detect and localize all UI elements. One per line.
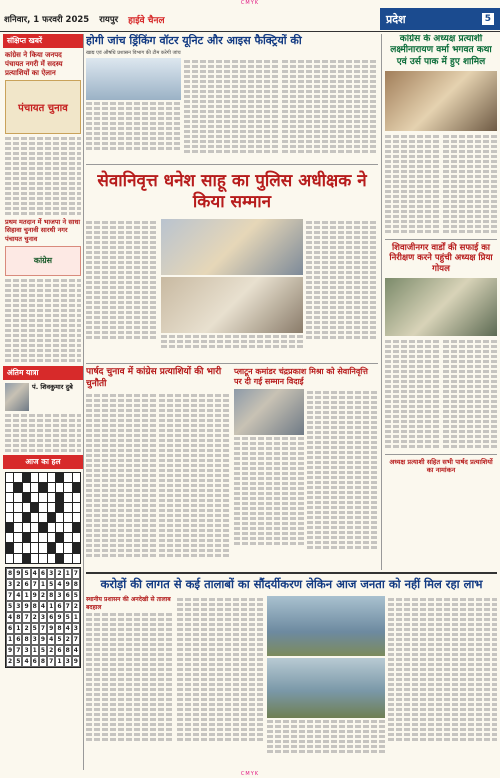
- sudoku-cell: 4: [47, 634, 55, 645]
- sudoku-cell: 1: [22, 590, 30, 601]
- crossword-cell: [64, 473, 71, 482]
- panchayat-logo: [5, 80, 81, 134]
- crossword-cell: [14, 554, 21, 563]
- right-story1-col-2: [443, 133, 498, 235]
- pond-photo-1: [267, 596, 384, 656]
- sudoku-cell: 9: [72, 656, 80, 667]
- crossword-cell: [14, 533, 21, 542]
- masthead-rule: [0, 31, 500, 32]
- crossword-cell: [23, 483, 30, 492]
- crossword-cell: [6, 554, 13, 563]
- obituary-photo: [5, 383, 29, 411]
- water-bottles-photo: [86, 58, 181, 100]
- crossword-cell: [56, 533, 63, 542]
- crossword-cell: [31, 493, 38, 502]
- crossword-cell: [39, 483, 46, 492]
- lead-story: [86, 58, 378, 160]
- crossword-cell: [14, 503, 21, 512]
- right-story1-headline: कांग्रेस के अध्यक्ष प्रत्याशी लक्ष्मीनारायण वर्मा भगवत कथा एवं उर्स पाक में हुए शामिल: [390, 34, 492, 67]
- lead-left: [86, 58, 181, 160]
- sudoku-cell: 7: [39, 623, 47, 634]
- sudoku-cell: 9: [22, 601, 30, 612]
- sudoku-cell: 1: [39, 579, 47, 590]
- lead-headline: होगी जांच ड्रिंकिंग वॉटर यूनिट और आइस फैक्ट्रियों की: [86, 34, 302, 47]
- bottom-subheadline: स्थानीय प्रशासन की अनदेखी से तालाब बदहाल: [86, 596, 171, 611]
- masthead-left: [4, 8, 304, 30]
- sudoku-cell: 7: [64, 601, 72, 612]
- sudoku-cell: 5: [47, 579, 55, 590]
- issue-city: रायपुर: [99, 14, 119, 25]
- sudoku-cell: 8: [47, 590, 55, 601]
- sudoku-cell: 3: [14, 601, 22, 612]
- right-story1-col-1: [385, 133, 440, 235]
- story3-photo: [234, 389, 304, 435]
- crossword-cell: [64, 483, 71, 492]
- pond-photo-2: [267, 658, 384, 718]
- crossword-cell: [6, 503, 13, 512]
- crossword-cell: [48, 473, 55, 482]
- story3-col-2: [307, 389, 377, 551]
- sudoku-cell: 4: [14, 590, 22, 601]
- sudoku-cell: 2: [64, 634, 72, 645]
- crossword-cell: [73, 513, 80, 522]
- crossword-cell: [39, 473, 46, 482]
- masthead: [0, 8, 500, 30]
- sudoku-cell: 5: [55, 634, 63, 645]
- sudoku-cell: 4: [72, 645, 80, 656]
- right-story2-photo: [385, 278, 497, 336]
- crossword-cell: [48, 554, 55, 563]
- crossword-cell: [73, 554, 80, 563]
- sudoku-cell: 2: [14, 579, 22, 590]
- issue-date: शनिवार, 1 फरवरी 2025: [4, 14, 90, 25]
- sudoku-cell: 2: [6, 656, 14, 667]
- crossword-cell: [23, 533, 30, 542]
- crossword-cell: [39, 493, 46, 502]
- crossword-cell: [31, 543, 38, 552]
- cmyk-mark-top: CMYK: [240, 0, 260, 6]
- crossword-cell: [39, 533, 46, 542]
- brief2-headline: प्रथम मतदान में भाजपा ने साधा सिहावा चुनावी सारथी नगर पंचायत चुनाव: [5, 218, 81, 243]
- panchayat-logo-text: पंचायत चुनाव: [18, 103, 68, 115]
- banner-caption: [161, 335, 303, 348]
- sudoku-cell: 7: [72, 634, 80, 645]
- crossword-cell: [64, 523, 71, 532]
- story3-col-1: [234, 437, 304, 545]
- banner-body: [86, 219, 378, 359]
- sudoku-cell: 2: [31, 612, 39, 623]
- sudoku-cell: 5: [31, 623, 39, 634]
- banner-story: [86, 164, 378, 216]
- crossword-cell: [14, 523, 21, 532]
- sudoku-cell: 8: [31, 601, 39, 612]
- sudoku-cell: 6: [64, 590, 72, 601]
- crossword-cell: [14, 473, 21, 482]
- lead-body-3: [282, 58, 377, 160]
- sudoku-cell: 5: [14, 656, 22, 667]
- sudoku-cell: 6: [31, 656, 39, 667]
- sudoku-cell: 1: [31, 645, 39, 656]
- sudoku-cell: 2: [47, 645, 55, 656]
- crossword-cell: [48, 523, 55, 532]
- crossword-cell: [56, 473, 63, 482]
- bottom-col-3: [267, 720, 384, 753]
- crossword-cell: [39, 543, 46, 552]
- sudoku-cell: 7: [22, 612, 30, 623]
- crossword-cell: [64, 503, 71, 512]
- section-name: प्रदेश: [386, 12, 406, 26]
- sudoku-cell: 2: [72, 601, 80, 612]
- crossword-cell: [73, 523, 80, 532]
- crossword-cell: [39, 523, 46, 532]
- sudoku-cell: 4: [31, 568, 39, 579]
- brand-name: हाईवे चैनल: [128, 15, 165, 26]
- sudoku-cell: 1: [6, 634, 14, 645]
- sudoku-cell: 6: [14, 634, 22, 645]
- sudoku-cell: 9: [14, 568, 22, 579]
- crossword-cell: [48, 513, 55, 522]
- bottom-col-1: [86, 613, 174, 741]
- sudoku-cell: 4: [6, 612, 14, 623]
- bottom-story: [86, 572, 497, 772]
- bottom-col-4: [388, 596, 497, 755]
- crossword-cell: [56, 503, 63, 512]
- sudoku-cell: 7: [47, 656, 55, 667]
- sudoku-cell: 4: [22, 656, 30, 667]
- sudoku-cell: 1: [14, 623, 22, 634]
- crossword-cell: [56, 513, 63, 522]
- sudoku-cell: 8: [6, 568, 14, 579]
- congress-logo: [5, 246, 81, 276]
- sudoku-cell: 7: [6, 590, 14, 601]
- crossword-cell: [31, 513, 38, 522]
- story2-col-2: [159, 392, 229, 559]
- sudoku-cell: 1: [55, 656, 63, 667]
- sudoku-cell: 6: [55, 601, 63, 612]
- crossword-cell: [48, 483, 55, 492]
- sudoku-grid: [5, 567, 81, 668]
- crossword-cell: [73, 483, 80, 492]
- brief2-body: [5, 279, 81, 362]
- crossword-cell: [64, 493, 71, 502]
- crossword-cell: [6, 523, 13, 532]
- crossword-cell: [73, 503, 80, 512]
- right-story2-col-2: [443, 338, 498, 450]
- crossword-cell: [23, 523, 30, 532]
- sudoku-cell: 8: [39, 656, 47, 667]
- sudoku-cell: 6: [6, 623, 14, 634]
- crossword-grid: [5, 472, 81, 564]
- lead-subheadline: खाद्य एवं औषधि प्रशासन विभाग की टीम करेगी जांच: [86, 49, 181, 56]
- sudoku-cell: 4: [55, 579, 63, 590]
- right-column: [381, 34, 497, 570]
- sudoku-cell: 3: [6, 579, 14, 590]
- crossword-cell: [64, 513, 71, 522]
- lead-body-1: [86, 102, 181, 150]
- crossword-cell: [39, 503, 46, 512]
- crossword-cell: [6, 533, 13, 542]
- crossword-cell: [73, 493, 80, 502]
- crossword-cell: [48, 533, 55, 542]
- bottom-headline: करोड़ों की लागत से कई तालाबों का सौंदर्यीकरण लेकिन आज जनता को नहीं मिल रहा लाभ: [100, 577, 483, 591]
- banner-col-1: [86, 219, 158, 359]
- crossword-cell: [23, 554, 30, 563]
- sudoku-cell: 5: [39, 645, 47, 656]
- sudoku-cell: 7: [31, 579, 39, 590]
- crossword-cell: [64, 543, 71, 552]
- right-story2-headline: शिवाजीनगर वार्डों की सफाई का निरीक्षण करने पहुंची अध्यक्ष प्रिया गोयल: [385, 239, 497, 275]
- crossword-cell: [56, 543, 63, 552]
- sudoku-cell: 6: [47, 612, 55, 623]
- sudoku-cell: 1: [64, 568, 72, 579]
- crossword-cell: [73, 473, 80, 482]
- crossword-cell: [39, 513, 46, 522]
- story2-headline: पार्षद चुनाव में कांग्रेस प्रत्याशियों की भारी चुनौती: [86, 367, 222, 389]
- sudoku-cell: 3: [72, 623, 80, 634]
- story3-headline: प्लाटून कमांडर चंद्रप्रकाश मिश्रा को सेवानिवृत्ति पर दी गई सम्मान विदाई: [234, 367, 368, 387]
- sudoku-cell: 1: [47, 601, 55, 612]
- banner-headline: सेवानिवृत्त धनेश साहू का पुलिस अधीक्षक ने किया सम्मान: [97, 170, 367, 212]
- crossword-cell: [31, 523, 38, 532]
- crossword-cell: [56, 554, 63, 563]
- sudoku-cell: 8: [14, 612, 22, 623]
- sudoku-cell: 6: [22, 579, 30, 590]
- crossword-cell: [48, 543, 55, 552]
- obituary-body: [5, 414, 81, 452]
- right-story1-photo: [385, 71, 497, 131]
- crossword-cell: [73, 543, 80, 552]
- crossword-cell: [39, 554, 46, 563]
- right-story3-headline: अध्यक्ष प्रत्याशी सहित सभी पार्षद प्रत्याशियों का नामांकन: [385, 454, 497, 474]
- crossword-cell: [23, 503, 30, 512]
- sudoku-cell: 5: [6, 601, 14, 612]
- section-banner: [380, 8, 500, 30]
- crossword-cell: [6, 493, 13, 502]
- page-number: 5: [482, 13, 494, 25]
- crossword-cell: [6, 483, 13, 492]
- story2-col-1: [86, 392, 156, 559]
- sudoku-cell: 1: [72, 612, 80, 623]
- ceremony-photo-2: [161, 277, 303, 333]
- sudoku-cell: 6: [55, 645, 63, 656]
- sudoku-cell: 3: [55, 590, 63, 601]
- crossword-cell: [31, 554, 38, 563]
- crossword-cell: [64, 554, 71, 563]
- crossword-cell: [23, 513, 30, 522]
- crossword-cell: [73, 533, 80, 542]
- sudoku-cell: 3: [47, 568, 55, 579]
- sudoku-cell: 9: [39, 634, 47, 645]
- crossword-cell: [56, 493, 63, 502]
- right-story2-col-1: [385, 338, 440, 450]
- crossword-cell: [64, 533, 71, 542]
- ceremony-photo-1: [161, 219, 303, 275]
- crossword-cell: [23, 493, 30, 502]
- sudoku-cell: 5: [64, 612, 72, 623]
- crossword-cell: [14, 483, 21, 492]
- obituary-name: पं. शिवकुमार दुबे: [32, 382, 73, 391]
- obituary-title: अंतिम यात्रा: [3, 366, 83, 380]
- sudoku-cell: 8: [64, 645, 72, 656]
- bottom-left: [86, 596, 174, 755]
- sudoku-cell: 2: [39, 590, 47, 601]
- crossword-cell: [6, 473, 13, 482]
- sudoku-cell: 3: [31, 634, 39, 645]
- banner-photos: [161, 219, 303, 359]
- sudoku-cell: 9: [64, 579, 72, 590]
- sudoku-cell: 4: [39, 601, 47, 612]
- crossword-cell: [31, 473, 38, 482]
- crossword-cell: [14, 543, 21, 552]
- lead-body-2: [184, 58, 279, 160]
- bottom-middle: [267, 596, 384, 755]
- sudoku-cell: 2: [55, 568, 63, 579]
- puzzle-title: आज का हल: [3, 455, 83, 469]
- crossword-cell: [6, 543, 13, 552]
- banner-col-3: [306, 219, 378, 359]
- crossword-cell: [48, 503, 55, 512]
- sudoku-cell: 8: [22, 634, 30, 645]
- crossword-cell: [31, 483, 38, 492]
- sudoku-cell: 3: [64, 656, 72, 667]
- sudoku-cell: 3: [39, 612, 47, 623]
- sudoku-cell: 3: [22, 645, 30, 656]
- sudoku-cell: 9: [47, 623, 55, 634]
- crossword-cell: [56, 523, 63, 532]
- left-column: [3, 34, 84, 770]
- crossword-cell: [31, 533, 38, 542]
- crossword-cell: [48, 493, 55, 502]
- crossword-cell: [23, 473, 30, 482]
- sudoku-cell: 9: [31, 590, 39, 601]
- sudoku-cell: 9: [55, 612, 63, 623]
- congress-logo-text: कांग्रेस: [33, 256, 53, 266]
- sudoku-cell: 5: [22, 568, 30, 579]
- obituary: [5, 383, 81, 411]
- crossword-cell: [31, 503, 38, 512]
- sudoku-cell: 9: [6, 645, 14, 656]
- crossword-cell: [14, 493, 21, 502]
- sudoku-cell: 7: [14, 645, 22, 656]
- crossword-cell: [23, 543, 30, 552]
- crossword-cell: [14, 513, 21, 522]
- story2: [86, 367, 230, 575]
- sudoku-cell: 4: [64, 623, 72, 634]
- crossword-cell: [56, 483, 63, 492]
- brief-headline: कांग्रेस ने किया जनपद पंचायत नगरी में सदस्य प्रत्याशियों का ऐलान: [5, 51, 63, 77]
- crossword-cell: [6, 513, 13, 522]
- sudoku-cell: 6: [39, 568, 47, 579]
- sudoku-cell: 7: [72, 568, 80, 579]
- cmyk-mark-bottom: CMYK: [240, 771, 260, 777]
- story3: [234, 367, 378, 575]
- sudoku-cell: 2: [22, 623, 30, 634]
- story3-left: [234, 389, 304, 551]
- sudoku-cell: 5: [72, 590, 80, 601]
- brief-body: [5, 137, 81, 215]
- brief-title: संक्षिप्त खबरें: [3, 34, 83, 48]
- middle-stories: [86, 363, 378, 575]
- bottom-col-2: [177, 596, 265, 755]
- sudoku-cell: 8: [55, 623, 63, 634]
- sudoku-cell: 8: [72, 579, 80, 590]
